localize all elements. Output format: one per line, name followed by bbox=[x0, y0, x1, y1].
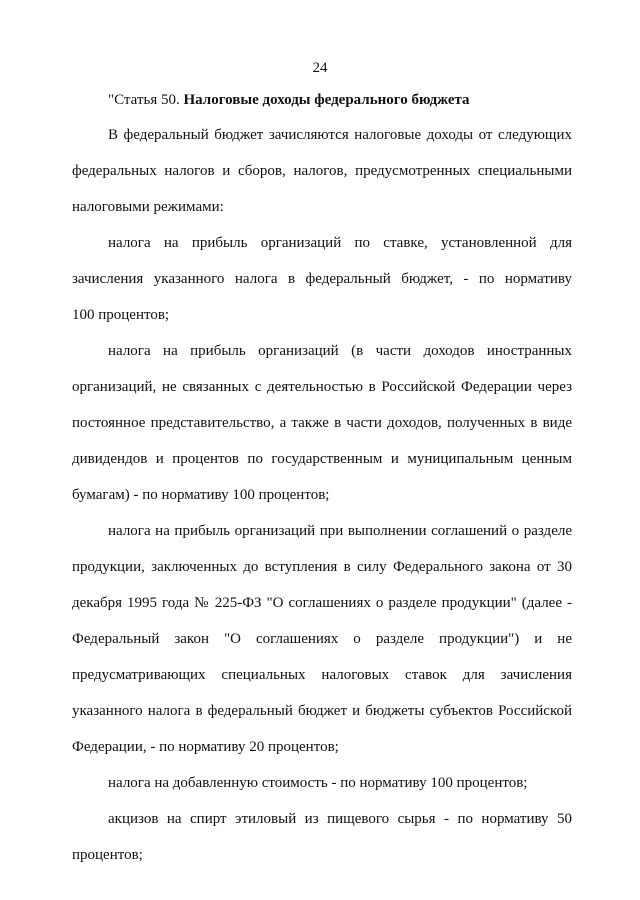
text-line: налога на прибыль организаций (в части доходов иностранных bbox=[108, 343, 572, 359]
text-line: указанного налога в федеральный бюджет и бюджеты субъектов Российской bbox=[72, 703, 572, 719]
text-line: акцизов на спирт этиловый из пищевого сырья - по нормативу 50 bbox=[108, 811, 572, 827]
text-line: федеральных налогов и сборов, налогов, предусмотренных специальными bbox=[72, 163, 572, 179]
text-line: налога на прибыль организаций при выполнении соглашений о разделе bbox=[108, 523, 572, 539]
page-number: 24 bbox=[312, 60, 328, 76]
text-line: налоговыми режимами: bbox=[72, 199, 224, 215]
text-line: налога на прибыль организаций по ставке, установленной для bbox=[108, 235, 572, 251]
text-line: продукции, заключенных до вступления в силу Федерального закона от 30 bbox=[72, 559, 572, 575]
text-line: В федеральный бюджет зачисляются налоговые доходы от следующих bbox=[108, 127, 572, 143]
text-line: постоянное представительство, а также в части доходов, полученных в виде bbox=[72, 415, 572, 431]
text-line: бумагам) - по нормативу 100 процентов; bbox=[72, 487, 330, 503]
text-line: декабря 1995 года № 225-ФЗ "О соглашениях о разделе продукции" (далее - bbox=[72, 595, 572, 611]
text-line: дивидендов и процентов по государственным и муниципальным ценным bbox=[72, 451, 572, 467]
article-heading-title: Налоговые доходы федерального бюджета bbox=[183, 92, 470, 108]
text-line: Федерации, - по нормативу 20 процентов; bbox=[72, 739, 339, 755]
text-line: 100 процентов; bbox=[72, 307, 170, 323]
text-line: Федеральный закон "О соглашениях о разделе продукции") и не bbox=[72, 631, 572, 647]
text-line: процентов; bbox=[72, 847, 143, 863]
article-heading bbox=[108, 90, 470, 110]
article-heading-prefix: "Статья 50. bbox=[108, 92, 184, 108]
text-line: организаций, не связанных с деятельностью в Российской Федерации через bbox=[72, 379, 572, 395]
text-line: зачисления указанного налога в федеральный бюджет, - по нормативу bbox=[72, 271, 572, 287]
text-line: налога на добавленную стоимость - по нормативу 100 процентов; bbox=[108, 775, 528, 791]
text-line: предусматривающих специальных налоговых ставок для зачисления bbox=[72, 667, 572, 683]
